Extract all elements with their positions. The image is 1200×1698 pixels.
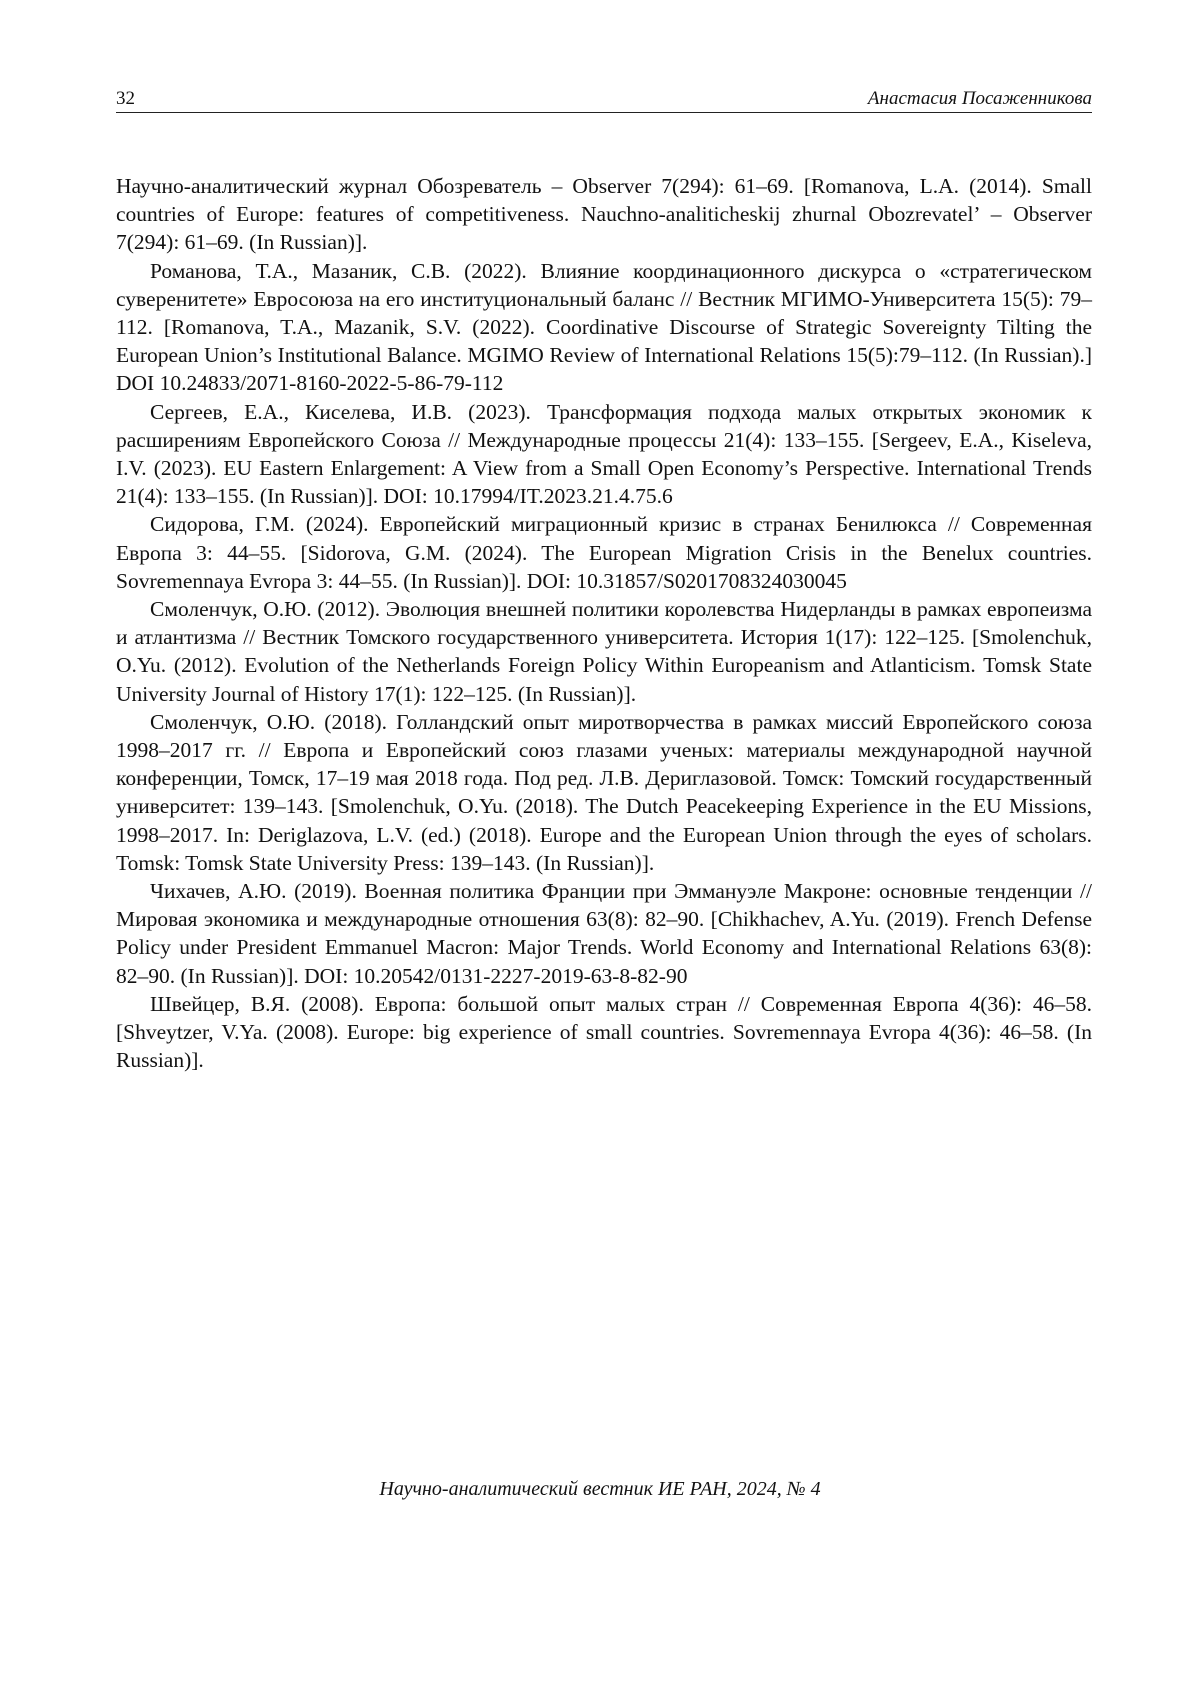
reference-item: Сидорова, Г.М. (2024). Европейский миграционный кризис в странах Бенилюкса // Современная Европа 3: 44–55. [Sidorova, G.M. (2024). The European Migration Crisis in the Benelux countries. Sovremennaya Evropa 3: 44–55. (In Russian)]. DOI: 10.31857/S0201708324030045 bbox=[116, 512, 1092, 593]
reference-item: Чихачев, А.Ю. (2019). Военная политика Франции при Эммануэле Макроне: основные тенденции // Мировая экономика и международные отношения 63(8): 82–90. [Chikhachev, A.Yu. (2019). French Defense Policy under President Emmanuel Macron: Major Trends. World Economy and International Relations 63(8): 82–90. (In Russian)]. DOI: 10.20542/0131-2227-2019-63-8-82-90 bbox=[116, 879, 1092, 988]
header-author: Анастасия Посаженникова bbox=[867, 88, 1092, 109]
reference-item: Научно-аналитический журнал Обозреватель – Observer 7(294): 61–69. [Romanova, L.A. (2014). Small countries of Europe: features of competitiveness. Nauchno-analiticheskij zhurnal Obozrevatel’ – Observer 7(294): 61–69. (In Russian)]. bbox=[116, 174, 1092, 255]
reference-item: Сергеев, Е.А., Киселева, И.В. (2023). Трансформация подхода малых открытых экономик к расширениям Европейского Союза // Международные процессы 21(4): 133–155. [Sergeev, E.A., Kiseleva, I.V. (2023). EU Eastern Enlargement: A View from a Small Open Economy’s Perspective. International Trends 21(4): 133–155. (In Russian)]. DOI: 10.17994/IT.2023.21.4.75.6 bbox=[116, 399, 1092, 509]
page-number: 32 bbox=[116, 88, 135, 109]
reference-item: Романова, Т.А., Мазаник, С.В. (2022). Влияние координационного дискурса о «стратегическом суверенитете» Евросоюза на его институциональный баланс // Вестник МГИМО-Университета 15(5): 79–112. [Romanova, T.A., Mazanik, S.V. (2022). Coordinative Discourse of Strategic Sovereignty Tilting the European Union’s Institutional Balance. MGIMO Review of International Relations 15(5):79–112. (In Russian).] DOI 10.24833/2071-8160-2022-5-86-79-112 bbox=[116, 258, 1092, 396]
running-header bbox=[116, 88, 1092, 113]
reference-list bbox=[116, 172, 1092, 1075]
running-footer: Научно-аналитический вестник ИЕ РАН, 2024, № 4 bbox=[379, 1478, 821, 1500]
reference-item: Смоленчук, О.Ю. (2018). Голландский опыт миротворчества в рамках миссий Европейского союза 1998–2017 гг. // Европа и Европейский союз глазами ученых: материалы международной научной конференции, Томск, 17–19 мая 2018 года. Под ред. Л.В. Дериглазовой. Томск: Томский государственный университет: 139–143. [Smolenchuk, O.Yu. (2018). The Dutch Peacekeeping Experience in the EU Missions, 1998–2017. In: Deriglazova, L.V. (ed.) (2018). Europe and the European Union through the eyes of scholars. Tomsk: Tomsk State University Press: 139–143. (In Russian)]. bbox=[116, 709, 1092, 875]
reference-item: Швейцер, В.Я. (2008). Европа: большой опыт малых стран // Современная Европа 4(36): 46–58. [Shveytzer, V.Ya. (2008). Europe: big experience of small countries. Sovremennaya Evropa 4(36): 46–58. (In Russian)]. bbox=[116, 991, 1092, 1073]
reference-item: Смоленчук, О.Ю. (2012). Эволюция внешней политики королевства Нидерланды в рамках европеизма и атлантизма // Вестник Томского государственного университета. История 1(17): 122–125. [Smolenchuk, O.Yu. (2012). Evolution of the Netherlands Foreign Policy Within Europeanism and Atlanticism. Tomsk State University Journal of History 17(1): 122–125. (In Russian)]. bbox=[116, 597, 1092, 706]
